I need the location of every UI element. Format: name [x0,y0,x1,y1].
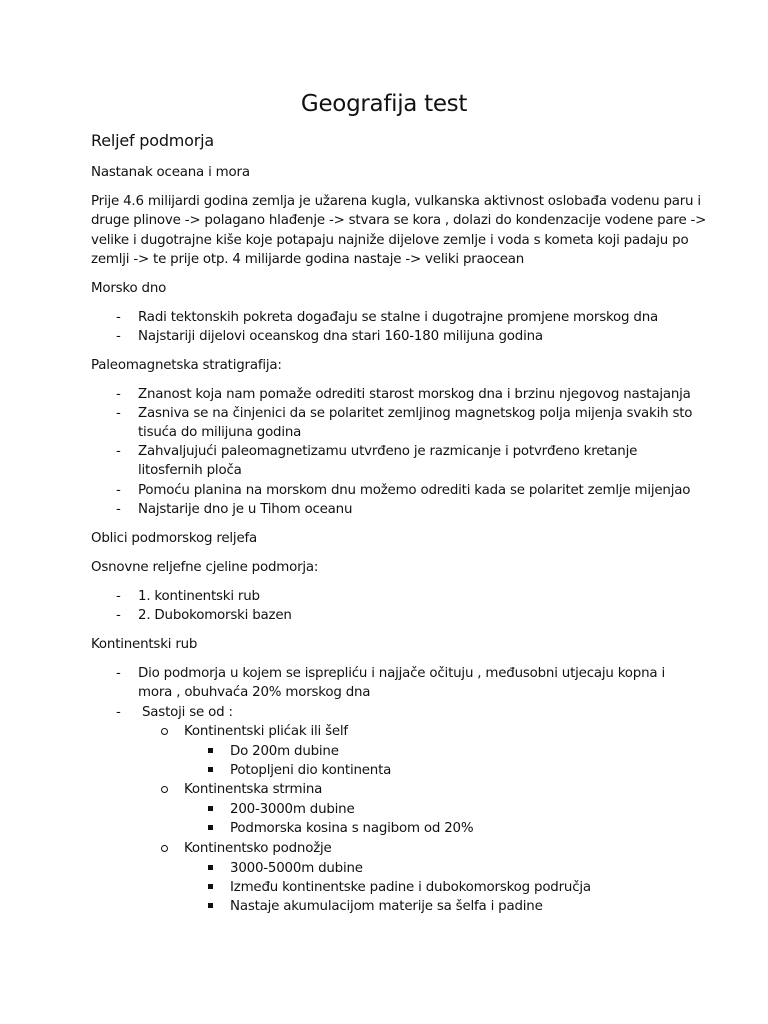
list-item: Dio podmorja u kojem se isprepliću i najjače očituju , međusobni utjecaju kopna i [138,666,665,681]
paragraph-line: velike i dugotrajne kiše koje potapaju najniže dijelove zemlje i voda s kometa koji padaju po [91,233,689,248]
subheading-paleomagnetska: Paleomagnetska stratigrafija: [91,358,282,373]
sublist-label: Kontinentski plićak ili šelf [184,724,348,739]
list-item: 2. Dubokomorski bazen [138,608,292,623]
bullet-dash: - [116,444,121,459]
square-bullet-icon [208,865,213,870]
sub-sublist-item: 200-3000m dubine [230,802,355,817]
document-title: Geografija test [300,91,468,117]
bullet-dash: - [116,502,121,517]
list-item-continuation: tisuća do milijuna godina [138,425,302,440]
subheading-nastanak: Nastanak oceana i mora [91,165,250,180]
circle-bullet-icon [161,845,168,852]
paragraph-line: druge plinove -> polagano hlađenje -> stvara se kora , dolazi do kondenzacije vodene pare -> [91,213,707,228]
bullet-dash: - [116,483,121,498]
sub-sublist-item: Između kontinentske padine i dubokomorskog područja [230,880,591,895]
bullet-dash: - [116,589,121,604]
list-item: Zahvaljujući paleomagnetizamu utvrđeno je razmicanje i potvrđeno kretanje [138,444,638,459]
list-item: Najstarije dno je u Tihom oceanu [138,502,353,517]
list-item: Sastoji se od : [142,705,233,720]
sub-sublist-item: Podmorska kosina s nagibom od 20% [230,821,474,836]
paragraph-line: zemlji -> te prije otp. 4 milijarde godina nastaje -> veliki praocean [91,252,525,267]
sub-sublist-item: 3000-5000m dubine [230,861,363,876]
subheading-osnovne: Osnovne reljefne cjeline podmorja: [91,560,319,575]
square-bullet-icon [208,884,213,889]
list-item-continuation: mora , obuhvaća 20% morskog dna [138,685,371,700]
bullet-dash: - [116,608,121,623]
circle-bullet-icon [161,786,168,793]
square-bullet-icon [208,903,213,908]
square-bullet-icon [208,806,213,811]
list-item: 1. kontinentski rub [138,589,260,604]
list-item: Najstariji dijelovi oceanskog dna stari 160-180 milijuna godina [138,329,543,344]
paragraph-line: Prije 4.6 milijardi godina zemlja je užarena kugla, vulkanska aktivnost oslobađa vodenu paru i [91,194,701,209]
section-heading: Reljef podmorja [91,131,215,150]
sub-sublist-item: Nastaje akumulacijom materije sa šelfa i padine [230,899,543,914]
square-bullet-icon [208,767,213,772]
list-item: Pomoću planina na morskom dnu možemo odrediti kada se polaritet zemlje mijenjao [138,483,691,498]
bullet-dash: - [116,310,121,325]
sub-sublist-item: Do 200m dubine [230,744,339,759]
square-bullet-icon [208,748,213,753]
bullet-dash: - [116,329,121,344]
list-item: Radi tektonskih pokreta događaju se stalne i dugotrajne promjene morskog dna [138,310,658,325]
bullet-dash: - [116,406,121,421]
sublist-label: Kontinentsko podnožje [184,841,332,856]
subheading-oblici: Oblici podmorskog reljefa [91,531,258,546]
subheading-morsko-dno: Morsko dno [91,281,167,296]
list-item: Zasniva se na činjenici da se polaritet zemljinog magnetskog polja mijenja svakih sto [138,406,693,421]
sublist-label: Kontinentska strmina [184,782,323,797]
bullet-dash: - [116,387,121,402]
list-item: Znanost koja nam pomaže odrediti starost morskog dna i brzinu njegovog nastajanja [138,387,691,402]
bullet-dash: - [116,705,121,720]
circle-bullet-icon [161,728,168,735]
sub-sublist-item: Potopljeni dio kontinenta [230,763,392,778]
square-bullet-icon [208,825,213,830]
subheading-kontinentski-rub: Kontinentski rub [91,637,198,652]
list-item-continuation: litosfernih ploča [138,463,242,478]
bullet-dash: - [116,666,121,681]
